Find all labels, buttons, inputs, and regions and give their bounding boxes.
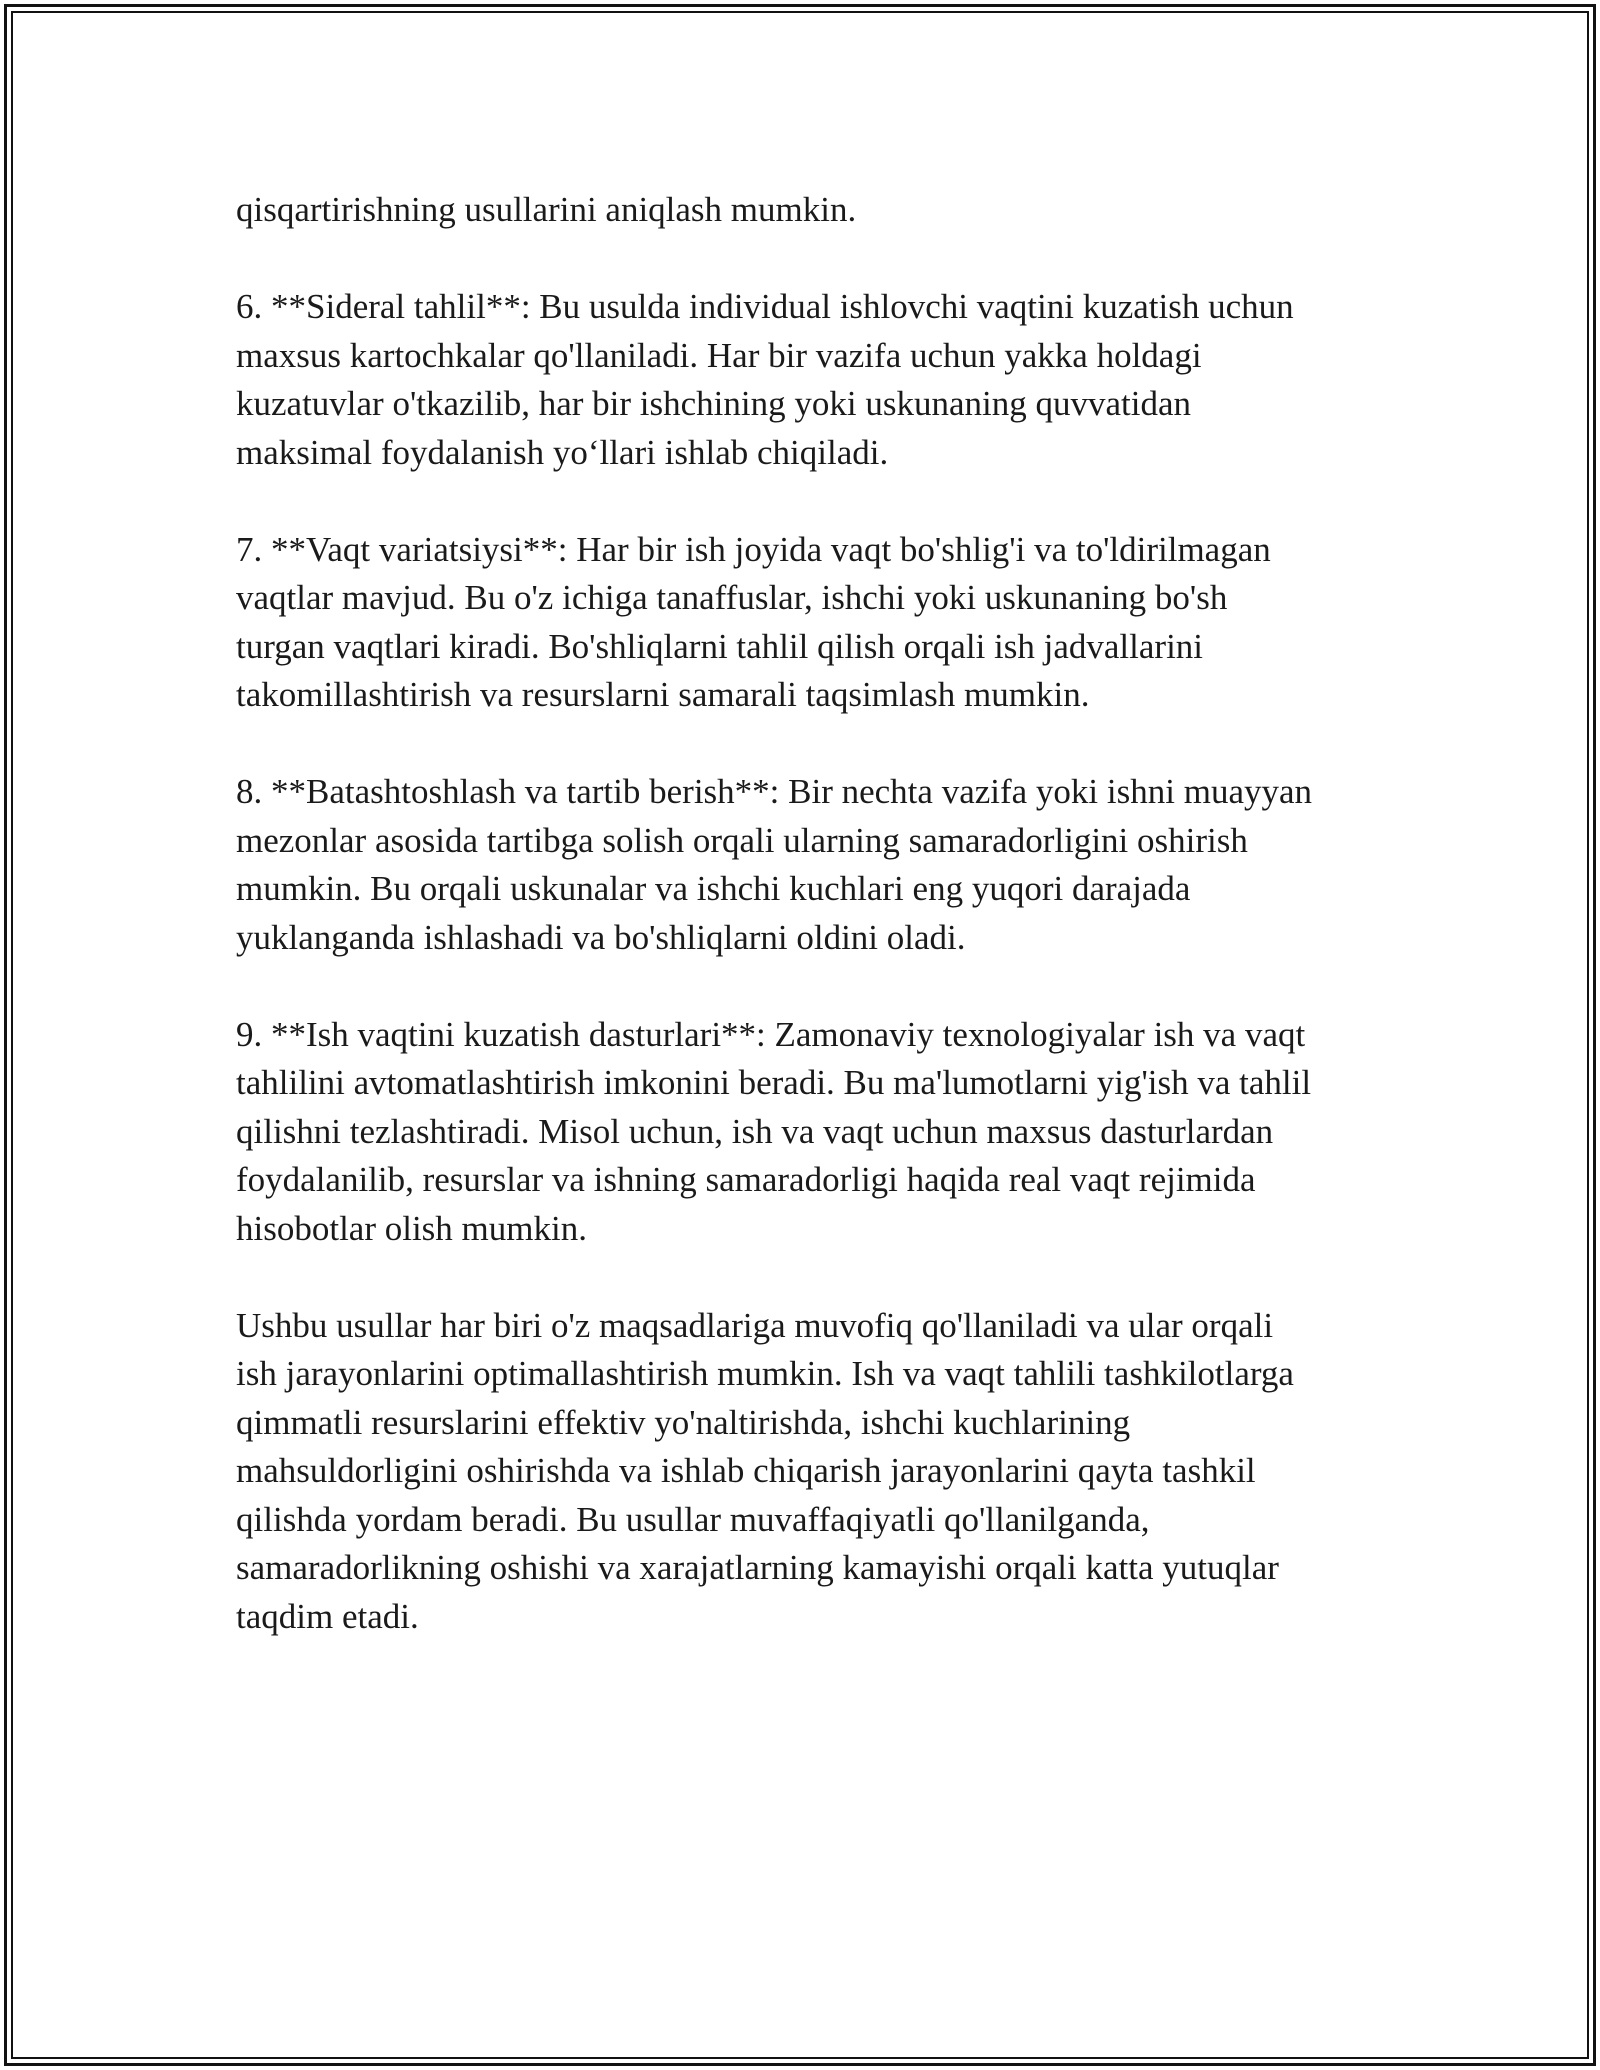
document-body <box>236 186 1406 1690</box>
paragraph-item-8: 8. **Batashtoshlash va tartib berish**: Bir nechta vazifa yoki ishni muayyan mezonlar asosida tartibga solish orqali ularning samaradorligini oshirish mumkin. Bu orqali uskunalar va ishchi kuchlari eng yuqori darajada yuklanganda ishlashadi va bo'shliqlarni oldini oladi. <box>236 772 1313 957</box>
paragraph-conclusion: Ushbu usullar har biri o'z maqsadlariga muvofiq qo'llaniladi va ular orqali ish jarayonlarini optimallashtirish mumkin. Ish va vaqt tahlili tashkilotlarga qimmatli resurslarini effektiv yo'naltirishda, ishchi kuchlarining mahsuldorligini oshirishda va ishlab chiqarish jarayonlarini qayta tashkil qilishda yordam beradi. Bu usullar muvaffaqiyatli qo'llanilganda, samaradorlikning oshishi va xarajatlarning kamayishi orqali katta yutuqlar taqdim etadi. <box>236 1305 1294 1636</box>
paragraph-item-9: 9. **Ish vaqtini kuzatish dasturlari**: Zamonaviy texnologiyalar ish va vaqt tahlilini avtomatlashtirish imkonini beradi. Bu ma'lumotlarni yig'ish va tahlil qilishni tezlashtiradi. Misol uchun, ish va vaqt uchun maxsus dasturlardan foydalanilib, resurslar va ishning samaradorligi haqida real vaqt rejimida hisobotlar olish mumkin. <box>236 1014 1312 1248</box>
paragraph-item-6: 6. **Sideral tahlil**: Bu usulda individual ishlovchi vaqtini kuzatish uchun maxsus kartochkalar qo'llaniladi. Har bir vazifa uchun yakka holdagi kuzatuvlar o'tkazilib, har bir ishchining yoki uskunaning quvvatidan maksimal foydalanish yo‘llari ishlab chiqiladi. <box>236 287 1294 472</box>
paragraph-continuation: qisqartirishning usullarini aniqlash mumkin. <box>236 190 857 229</box>
paragraph-item-7: 7. **Vaqt variatsiysi**: Har bir ish joyida vaqt bo'shlig'i va to'ldirilmagan vaqtlar mavjud. Bu o'z ichiga tanaffuslar, ishchi yoki uskunaning bo'sh turgan vaqtlari kiradi. Bo'shliqlarni tahlil qilish orqali ish jadvallarini takomillashtirish va resurslarni samarali taqsimlash mumkin. <box>236 529 1271 714</box>
